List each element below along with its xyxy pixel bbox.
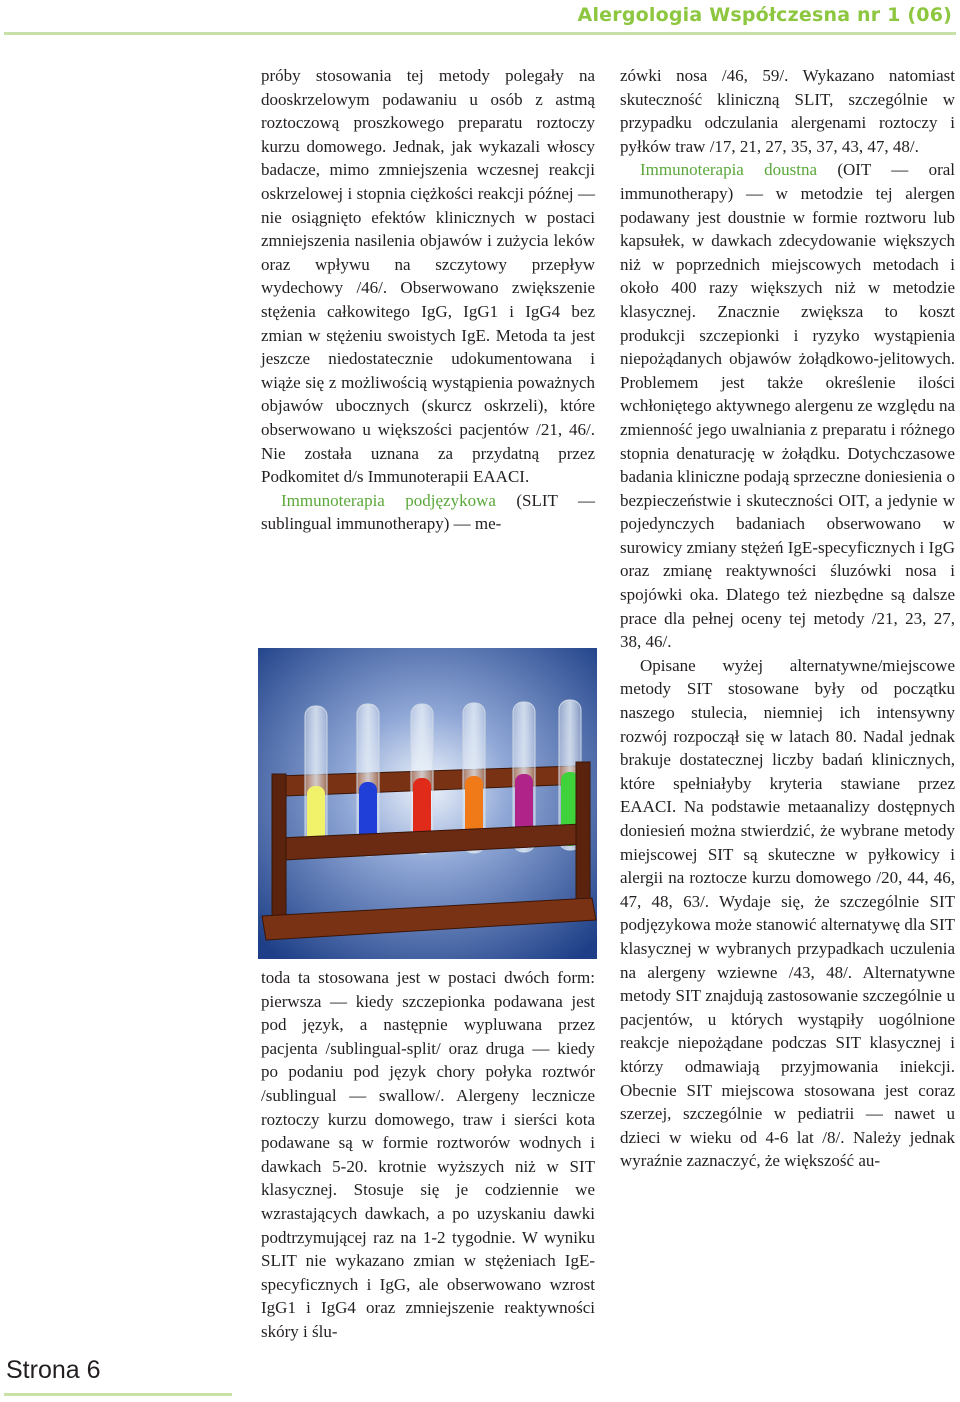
term-oral-immunotherapy: Immunoterapia doustna xyxy=(640,160,818,180)
rack-left-leg xyxy=(272,774,286,924)
left-paragraph-1: próby stosowania tej metody polegały na dooskrzelowym podawaniu u osób z astmą roztoczową proszkowego preparatu roztoczy kurzu domowego. Jednak, jak wykazali włoscy badacze, mimo zmniejszenia wczesnej reakcji oskrzelowej i stopnia ciężkości reakcji późnej — nie osiągnięto efektów klinicznych w postaci zmniejszenia nasilenia objawów i zużycia leków oraz wpływu na szczytowy przepływ wydechowy /46/. Obserwowano zwiększenie stężenia całkowitego IgG, IgG1 i IgG4 bez zmian w stężeniu swoistych IgE. Metoda ta jest jeszcze niedostatecznie udokumentowana i wiąże się z możliwością wystąpienia poważnych objawów ubocznych (skurcz oskrzeli), które obserwowano u większości pacjentów /21, 46/. Nie została uznana za przydatną przez Podkomitet d/s Immunoterapii EAACI. xyxy=(261,66,595,487)
right-paragraph-2 xyxy=(620,158,955,653)
right-column xyxy=(620,64,955,1173)
rack-right-leg xyxy=(576,762,590,912)
right-paragraph-2-text: (OIT — oral immunotherapy) — w metodzie tej alergen podawany jest doustnie w formie roztworu lub kapsułek, w dawkach zdecydowanie większych niż w poprzednich miejscowych metodach i około 400 razy większych niż w metodzie klasycznej. Znacznie zwiększa to koszt produkcji szczepionki i ryzyko wystąpienia niepożądanych objawów żołądkowo-jelitowych. Problemem jest także określenie ilości wchłoniętego aktywnego alergenu ze względu na zmienność jego uwalniania z preparatu i różnego stopnia denaturację w żołądku. Dotychczasowe badania kliniczne podają sprzeczne doniesienia o bezpieczeństwie i skuteczności OIT, a jedynie w pojedynczych badaniach obserwowano w surowicy zmiany stężeń IgE-specyficznych i IgG oraz zmianę reaktywności śluzówki nosa i spojówki oka. Dlatego też niezbędne są dalsze prace dla pełnej oceny tej metody /21, 23, 27, 38, 46/. xyxy=(620,160,955,652)
header-divider xyxy=(4,32,956,35)
term-sublingual-immunotherapy: Immunoterapia podjęzykowa xyxy=(281,490,496,510)
right-paragraph-3: Opisane wyżej alternatywne/miejscowe metody SIT stosowane były od początku naszego stulecia, niemniej ich intensywny rozwój rozpoczął się w latach 80. Nadal jednak brakuje dostatecznej liczby badań klinicznych, które spełniałyby kryteria stawiane przez EAACI. Na podstawie metaanalizy dostępnych doniesień można stwierdzić, że wybrane metody miejscowej SIT są skuteczne w pyłkowicy i alergii na roztocze kurzu domowego /20, 44, 46, 47, 48, 63/. Wydaje się, że szczególnie SIT podjęzykowa może stanowić alternatywę dla SIT klasycznej w wybranych przypadkach uczulenia na alergeny wziewne /43, 48/. Alternatywne metody SIT znajdują zastosowanie szczególnie u pacjentów, u których wystąpiły uogólnione reakcje niepożądane podczas SIT klasycznej i którzy odmawiają przyjmowania iniekcji. Obecnie SIT miejscowa stosowana jest coraz szerzej, szczególnie w pediatrii — nawet u dzieci w wieku od 4-6 lat /8/. Należy jednak wyraźnie zaznaczyć, że większość au- xyxy=(620,655,955,1171)
left-column-lower xyxy=(261,966,595,1344)
tube-yellow xyxy=(305,706,327,856)
left-column-upper xyxy=(261,64,595,536)
test-tubes-figure xyxy=(258,648,597,959)
page-number: Strona 6 xyxy=(6,1356,101,1384)
left-paragraph-3: toda ta stosowana jest w postaci dwóch form: pierwsza — kiedy szczepionka podawana jest pod język, a następnie wypluwana przez pacjenta /sublingual-split/ oraz druga — kiedy po podaniu pod język chory połyka roztwór /sublingual — swallow/. Alergeny lecznicze roztoczy kurzu domowego, traw i sierści kota podawane są w formie roztworów wodnych i dawkach 5-20. krotnie wyższych niż w SIT klasycznej. Stosuje się je codziennie we wzrastających dawkach, a po uzyskaniu dawki podtrzymującej raz na 1-2 tygodnie. W wyniku SLIT nie wykazano zmian w stężeniach IgE-specyficznych i IgG, ale obserwowano wzrost IgG1 i IgG4 oraz zmniejszenie reaktywności skóry i ślu- xyxy=(261,968,595,1341)
left-paragraph-2 xyxy=(261,489,595,536)
footer-divider xyxy=(4,1393,232,1396)
test-tubes-rack-illustration xyxy=(258,648,597,959)
right-paragraph-1: zówki nosa /46, 59/. Wykazano natomiast skuteczność kliniczną SLIT, szczególnie w przypadku odczulania alergenami roztoczy i pyłków traw /17, 21, 27, 35, 37, 43, 47, 48/. xyxy=(620,66,955,156)
journal-title: Alergologia Współczesna nr 1 (06) xyxy=(577,4,952,26)
left-paragraph-2-text: (SLIT — sublingual immunotherapy) — me- xyxy=(261,490,595,534)
